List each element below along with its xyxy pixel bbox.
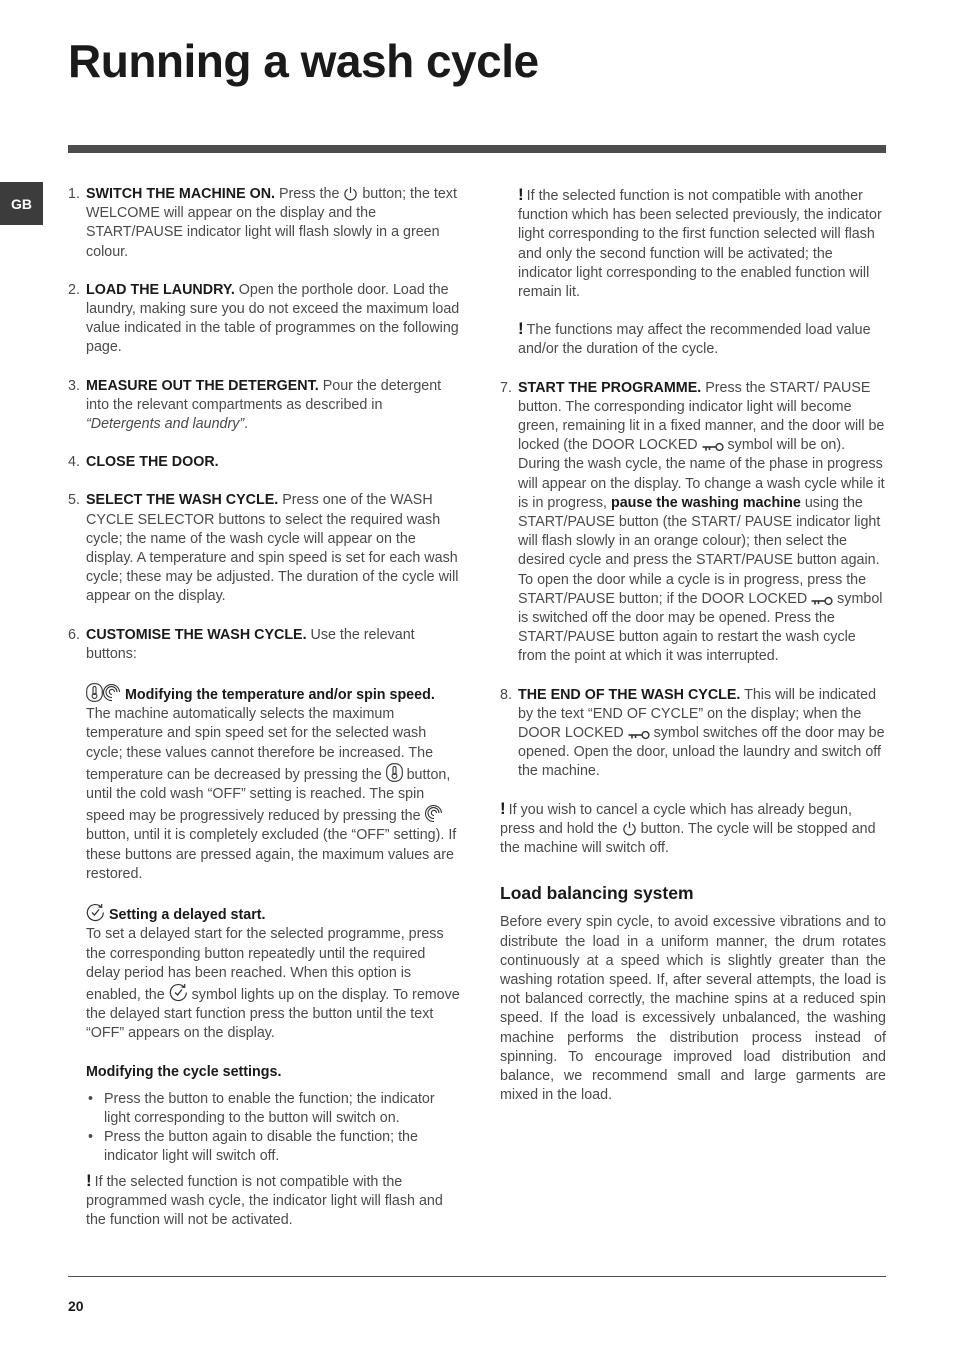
delayed-start-text: symbol lights up on the display. To remove the delayed start function press the button until the text “OFF” appears on the display. xyxy=(86,986,460,1042)
step-text: Pour the detergent into the relevant compartments as described in xyxy=(86,377,442,413)
warning-icon: ! xyxy=(518,319,524,339)
compatibility-note xyxy=(518,187,886,302)
temperature-spin-section xyxy=(86,683,460,884)
step-1 xyxy=(68,185,460,262)
step-body xyxy=(86,281,460,358)
temperature-spin-heading: Modifying the temperature and/or spin speed. xyxy=(124,687,435,704)
step-text: Open the porthole door. Load the laundry, making sure you do not exceed the maximum load value indicated in the table of programmes on the following page. xyxy=(86,281,460,356)
language-tab: GB xyxy=(0,182,43,225)
step-number: 1. xyxy=(68,186,80,202)
step-text: Press the START/ PAUSE button. The corresponding indicator light will become green, remaining lit in a fixed manner, and the door will be locked (the DOOR LOCKED xyxy=(518,379,885,454)
left-column xyxy=(68,185,460,1249)
step-number: 4. xyxy=(68,454,80,471)
step-text: Use the relevant buttons: xyxy=(86,626,415,662)
functions-note xyxy=(518,321,886,359)
note-text: If you wish to cancel a cycle which has already begun, press and hold the xyxy=(500,801,852,837)
step-number: 3. xyxy=(68,377,80,394)
page-title: Running a wash cycle xyxy=(68,35,539,87)
step-text: This will be indicated by the text “END OF CYCLE” on the display; when the DOOR LOCKED xyxy=(518,686,877,742)
note-text: button. The cycle will be stopped and the machine will switch off. xyxy=(500,820,876,857)
cycle-settings-warning xyxy=(86,1170,460,1231)
step-body xyxy=(86,453,460,472)
footer-divider xyxy=(68,1276,886,1277)
warning-icon: ! xyxy=(500,798,506,818)
step-body xyxy=(86,491,460,606)
power-icon xyxy=(622,821,637,836)
title-divider xyxy=(68,145,886,153)
step-text: symbol is switched off the door may be opened. Press the START/PAUSE button again to restart the wash cycle from the point at which it was interrupted. xyxy=(518,590,883,665)
warning-icon: ! xyxy=(86,1170,92,1190)
step-body xyxy=(518,686,886,782)
step-number: 6. xyxy=(68,626,80,643)
door-locked-key-icon xyxy=(811,596,833,606)
step-body xyxy=(86,626,460,664)
step-text: symbol will be on). During the wash cycle, the name of the phase in progress will appear on the display. To change a wash cycle while it is in progress, xyxy=(518,437,885,511)
delay-start-icon xyxy=(169,983,188,1002)
warning-text: If the selected function is not compatible with the programmed wash cycle, the indicator light will flash and the function will not be activated. xyxy=(86,1173,443,1228)
door-locked-key-icon xyxy=(628,730,650,740)
cycle-settings-heading: Modifying the cycle settings. xyxy=(86,1063,282,1080)
step-4 xyxy=(68,453,460,472)
step-number: 8. xyxy=(500,686,512,703)
step-heading: CUSTOMISE THE WASH CYCLE. xyxy=(86,626,307,643)
step-text: using the START/PAUSE button (the START/ PAUSE indicator light will flash slowly in an orange colour); then select the desired cycle and press the START/PAUSE button again. xyxy=(518,494,881,569)
temperature-icon xyxy=(386,763,403,782)
step-body xyxy=(518,379,886,667)
step-heading: LOAD THE LAUNDRY. xyxy=(86,281,235,298)
step-text: button; the text WELCOME will appear on the display and the START/PAUSE indicator light will flash slowly in a green colour. xyxy=(86,186,457,260)
spin-icon xyxy=(103,683,121,702)
cancel-cycle-note xyxy=(500,798,886,859)
step-heading: SWITCH THE MACHINE ON. xyxy=(86,186,276,202)
step-text: . xyxy=(244,416,249,433)
delayed-start-section xyxy=(86,903,460,1043)
step-number: 2. xyxy=(68,281,80,298)
delayed-start-heading: Setting a delayed start. xyxy=(108,907,266,924)
step-8 xyxy=(500,686,886,782)
step-7 xyxy=(500,379,886,667)
step-heading: SELECT THE WASH CYCLE. xyxy=(86,492,279,509)
delayed-start-text: To set a delayed start for the selected programme, press the corresponding button repeatedly until the required delay period has been reached. When this option is enabled, the xyxy=(86,926,444,1003)
step-2 xyxy=(68,281,460,358)
cycle-settings-list xyxy=(86,1090,460,1167)
load-balancing-title: Load balancing system xyxy=(500,883,694,904)
step-text: To open the door while a cycle is in progress, press the START/PAUSE button; if the DOOR LOCKED xyxy=(518,571,867,607)
warning-icon: ! xyxy=(518,185,524,204)
page-number: 20 xyxy=(68,1298,84,1314)
step-6 xyxy=(68,626,460,664)
right-column xyxy=(500,187,886,1105)
power-icon xyxy=(343,186,358,201)
step-heading: START THE PROGRAMME. xyxy=(518,379,702,396)
step-heading: THE END OF THE WASH CYCLE. xyxy=(518,686,741,703)
step-heading: CLOSE THE DOOR. xyxy=(86,454,219,471)
door-locked-key-icon xyxy=(702,442,724,452)
step-5 xyxy=(68,491,460,606)
step-3 xyxy=(68,377,460,435)
step-number: 7. xyxy=(500,379,512,396)
list-item: • Press the button again to disable the function; the indicator light will switch off. xyxy=(86,1128,460,1166)
pause-emphasis: pause the washing machine xyxy=(610,494,801,511)
note-text: The functions may affect the recommended load value and/or the duration of the cycle. xyxy=(518,322,871,358)
delay-start-icon xyxy=(86,903,105,922)
temperature-icon xyxy=(86,683,103,702)
step-body xyxy=(86,185,460,262)
step-number: 5. xyxy=(68,492,80,509)
temperature-spin-text: button, until it is completely excluded (the “OFF” setting). If these buttons are pressed again, the maximum values are restored. xyxy=(86,827,457,882)
step-body xyxy=(86,377,460,435)
list-item: • Press the button to enable the function; the indicator light corresponding to the button will switch on. xyxy=(86,1090,460,1128)
load-balancing-text: Before every spin cycle, to avoid excessive vibrations and to distribute the load in a uniform manner, the drum rotates continuously at a speed which is slightly greater than the washing rotation speed. If, after several attempts, the load is not balanced correctly, the machine spins at a reduced spin speed. If the load is excessively unbalanced, the washing machine performs the distribution process instead of spinning. To encourage improved load distribution and balance, we recommend small and large garments are mixed in the load. xyxy=(500,914,886,1104)
step-text: symbol switches off the door may be opened. Open the door, unload the laundry and switch off the machine. xyxy=(518,725,885,780)
spin-icon xyxy=(425,804,443,823)
cycle-settings-heading-block xyxy=(86,1063,460,1082)
temperature-spin-text: button, until the cold wash “OFF” setting is reached. The spin speed may be progressively reduced by pressing the xyxy=(86,766,451,825)
step-text: Press one of the WASH CYCLE SELECTOR buttons to select the required wash cycle; the name of the wash cycle will appear on the display. A temperature and spin speed is set for each wash cycle; these may be adjusted. The duration of the cycle will appear on the display. xyxy=(86,492,459,605)
detergents-reference: “Detergents and laundry” xyxy=(86,416,245,433)
step-heading: MEASURE OUT THE DETERGENT. xyxy=(86,377,319,394)
note-text: If the selected function is not compatible with another function which has been selected previously, the indicator light corresponding to the first function selected will flash and only the second function will be activated; the indicator light corresponding to the enabled function will remain lit. xyxy=(518,188,882,301)
temperature-spin-text: The machine automatically selects the maximum temperature and spin speed set for the selected wash cycle; these values cannot therefore be increased. The temperature can be decreased by pressing the xyxy=(86,706,434,783)
step-text: Press the xyxy=(275,186,344,202)
